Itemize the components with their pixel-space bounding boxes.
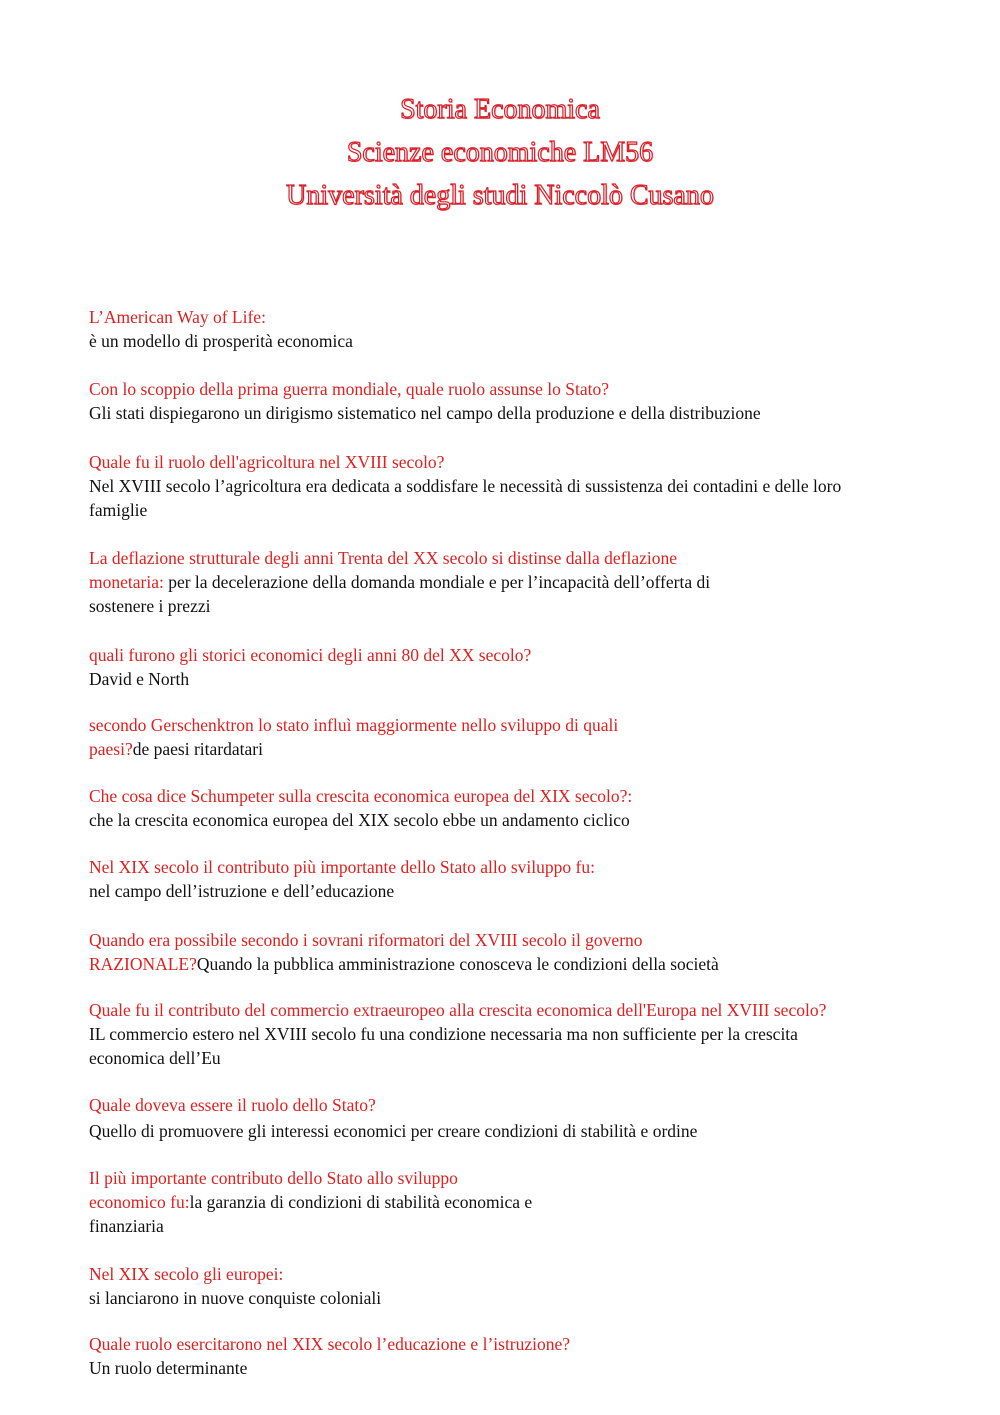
answer: David e North [89, 669, 190, 689]
answer: economica dell’Eu [89, 1048, 221, 1068]
document-header [0, 88, 1000, 217]
question: Il più importante contributo dello Stato allo sviluppo [89, 1168, 458, 1188]
qa-item [89, 998, 969, 1070]
answer: Quando la pubblica amministrazione conosceva le condizioni della società [196, 954, 719, 974]
qa-item [89, 1332, 969, 1380]
qa-item [89, 546, 969, 618]
qa-item [89, 1262, 969, 1310]
question: Quale fu il ruolo dell'agricoltura nel XVIII secolo? [89, 452, 445, 472]
header-university: Università degli studi Niccolò Cusano [286, 180, 714, 211]
answer: Nel XVIII secolo l’agricoltura era dedicata a soddisfare le necessità di sussistenza dei contadini e delle loro [89, 476, 842, 496]
answer: che la crescita economica europea del XIX secolo ebbe un andamento ciclico [89, 810, 630, 830]
question: monetaria: [89, 572, 164, 592]
question: Quale doveva essere il ruolo dello Stato? [89, 1095, 376, 1115]
question: L’American Way of Life: [89, 307, 266, 327]
question: economico fu: [89, 1192, 190, 1212]
qa-item [89, 643, 969, 691]
answer: famiglie [89, 500, 148, 520]
question: paesi? [89, 739, 133, 759]
question: Che cosa dice Schumpeter sulla crescita economica europea del XIX secolo?: [89, 786, 633, 806]
question: secondo Gerschenktron lo stato influì maggiormente nello sviluppo di quali [89, 715, 619, 735]
answer: Gli stati dispiegarono un dirigismo sistematico nel campo della produzione e della distribuzione [89, 403, 761, 423]
header-course: Scienze economiche LM56 [346, 137, 654, 168]
answer: Un ruolo determinante [89, 1358, 248, 1378]
qa-item [89, 784, 969, 832]
answer: sostenere i prezzi [89, 596, 211, 616]
answer: nel campo dell’istruzione e dell’educazione [89, 881, 395, 901]
question: La deflazione strutturale degli anni Trenta del XX secolo si distinse dalla deflazione [89, 548, 678, 568]
question: Con lo scoppio della prima guerra mondiale, quale ruolo assunse lo Stato? [89, 379, 610, 399]
qa-item [89, 928, 969, 976]
answer: IL commercio estero nel XVIII secolo fu una condizione necessaria ma non sufficiente per la crescita [89, 1024, 798, 1044]
qa-item [89, 713, 969, 761]
answer: de paesi ritardatari [132, 739, 263, 759]
qa-item [89, 377, 969, 425]
qa-item [89, 305, 969, 353]
header-title: Storia Economica [400, 94, 600, 125]
answer: è un modello di prosperità economica [89, 331, 353, 351]
qa-item [89, 1093, 969, 1143]
question: Quale ruolo esercitarono nel XIX secolo l’educazione e l’istruzione? [89, 1334, 571, 1354]
qa-item [89, 1166, 969, 1238]
question: RAZIONALE? [89, 954, 197, 974]
qa-item [89, 855, 969, 903]
question: Nel XIX secolo il contributo più importante dello Stato allo sviluppo fu: [89, 857, 595, 877]
question: Nel XIX secolo gli europei: [89, 1264, 284, 1284]
question: Quale fu il contributo del commercio extraeuropeo alla crescita economica dell'Europa nel XVIII secolo? [89, 1000, 827, 1020]
answer: per la decelerazione della domanda mondiale e per l’incapacità dell’offerta di [163, 572, 711, 592]
answer: si lanciarono in nuove conquiste coloniali [89, 1288, 382, 1308]
answer: finanziaria [89, 1216, 164, 1236]
answer: la garanzia di condizioni di stabilità economica e [189, 1192, 533, 1212]
answer: Quello di promuovere gli interessi economici per creare condizioni di stabilità e ordine [89, 1121, 698, 1141]
question: Quando era possibile secondo i sovrani riformatori del XVIII secolo il governo [89, 930, 643, 950]
question: quali furono gli storici economici degli anni 80 del XX secolo? [89, 645, 532, 665]
qa-item [89, 450, 969, 522]
